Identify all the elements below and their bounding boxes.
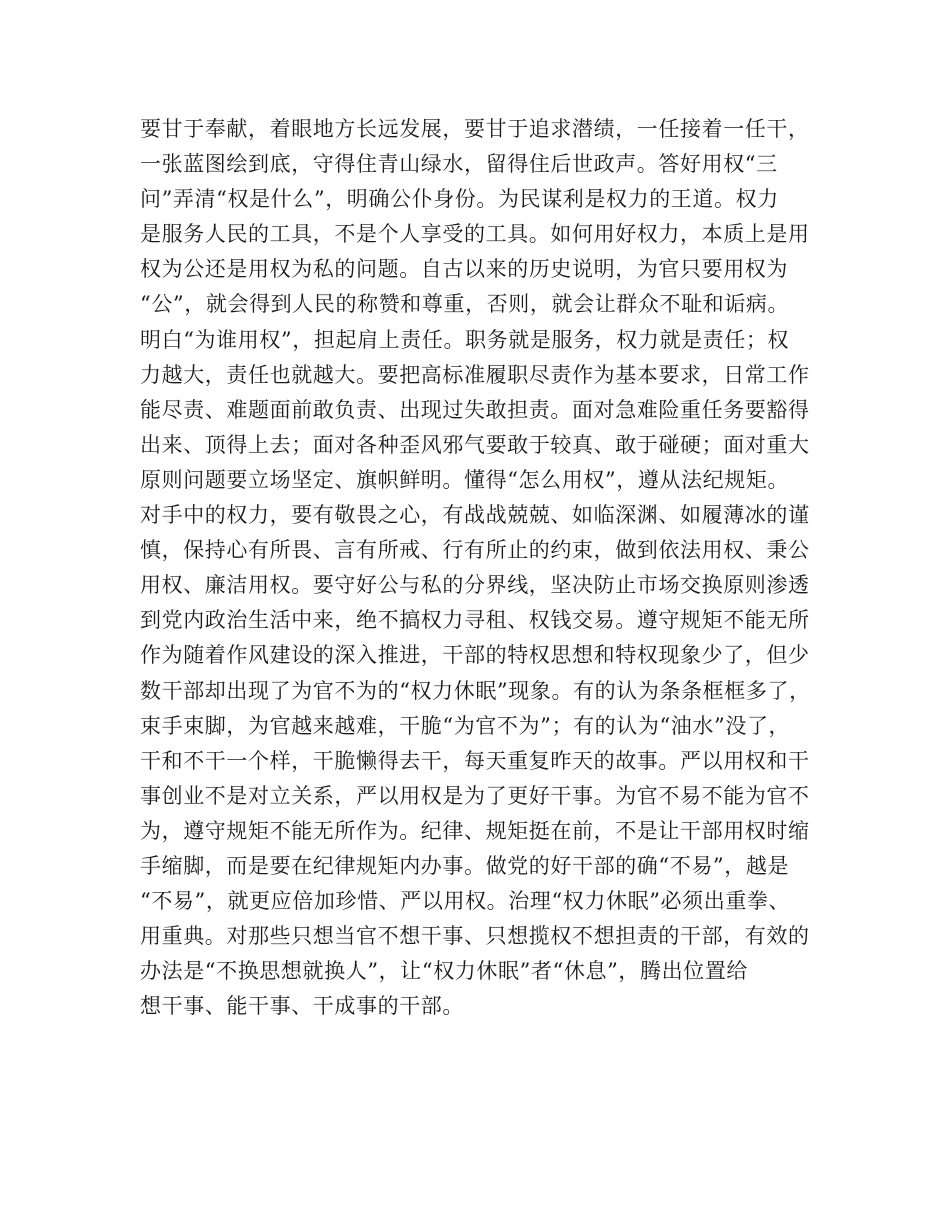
text-line: 出来、顶得上去；面对各种歪风邪气要敢于较真、敢于碰硬；面对重大	[140, 432, 810, 457]
text-line: 要甘于奉献，着眼地方长远发展，要甘于追求潜绩，一任接着一任干，	[140, 117, 810, 141]
text-line: 用权、廉洁用权。要守好公与私的分界线，坚决防止市场交换原则渗透	[140, 573, 810, 598]
body-text	[140, 112, 840, 1024]
text-line: 手缩脚，而是要在纪律规矩内办事。做党的好干部的确“不易”，越是	[140, 853, 790, 878]
text-line: 事创业不是对立关系，严以用权是为了更好干事。为官不易不能为官不	[140, 783, 810, 808]
text-line: 能尽责、难题面前敢负责、出现过失敢担责。面对急难险重任务要豁得	[140, 397, 810, 422]
text-line: 问”弄清“权是什么”，明确公仆身份。为民谋利是权力的王道。权力	[140, 187, 779, 212]
text-line: 是服务人民的工具，不是个人享受的工具。如何用好权力，本质上是用	[140, 222, 810, 247]
text-line: 想干事、能干事、干成事的干部。	[140, 994, 464, 1019]
text-line: 为，遵守规矩不能无所作为。纪律、规矩挺在前，不是让干部用权时缩	[140, 818, 810, 843]
text-line: 一张蓝图绘到底，守得住青山绿水，留得住后世政声。答好用权“三	[140, 152, 778, 177]
text-line: 权为公还是用权为私的问题。自古以来的历史说明，为官只要用权为	[140, 257, 788, 282]
text-line: 干和不干一个样，干脆懒得去干，每天重复昨天的故事。严以用权和干	[140, 748, 810, 773]
text-line: “公”，就会得到人民的称赞和尊重，否则，就会让群众不耻和诟病。	[140, 292, 790, 317]
text-line: 力越大，责任也就越大。要把高标准履职尽责作为基本要求，日常工作	[140, 362, 810, 387]
text-line: 作为随着作风建设的深入推进，干部的特权思想和特权现象少了，但少	[140, 643, 810, 668]
text-line: 慎，保持心有所畏、言有所戒、行有所止的约束，做到依法用权、秉公	[140, 538, 810, 563]
text-line: 原则问题要立场坚定、旗帜鲜明。懂得“怎么用权”，遵从法纪规矩。	[140, 467, 790, 492]
text-line: 明白“为谁用权”，担起肩上责任。职务就是服务，权力就是责任；权	[140, 327, 790, 352]
text-line: 束手束脚，为官越来越难，干脆“为官不为”；有的认为“油水”没了，	[140, 713, 791, 738]
text-line: 办法是“不换思想就换人”，让“权力休眠”者“休息”，腾出位置给	[140, 959, 749, 984]
text-line: “不易”，就更应倍加珍惜、严以用权。治理“权力休眠”必须出重拳、	[140, 889, 791, 914]
text-line: 用重典。对那些只想当官不想干事、只想揽权不想担责的干部，有效的	[140, 924, 810, 949]
text-line: 对手中的权力，要有敬畏之心，有战战兢兢、如临深渊、如履薄冰的谨	[140, 503, 810, 528]
text-line: 到党内政治生活中来，绝不搞权力寻租、权钱交易。遵守规矩不能无所	[140, 608, 810, 633]
text-line: 数干部却出现了为官不为的“权力休眠”现象。有的认为条条框框多了，	[140, 678, 811, 703]
